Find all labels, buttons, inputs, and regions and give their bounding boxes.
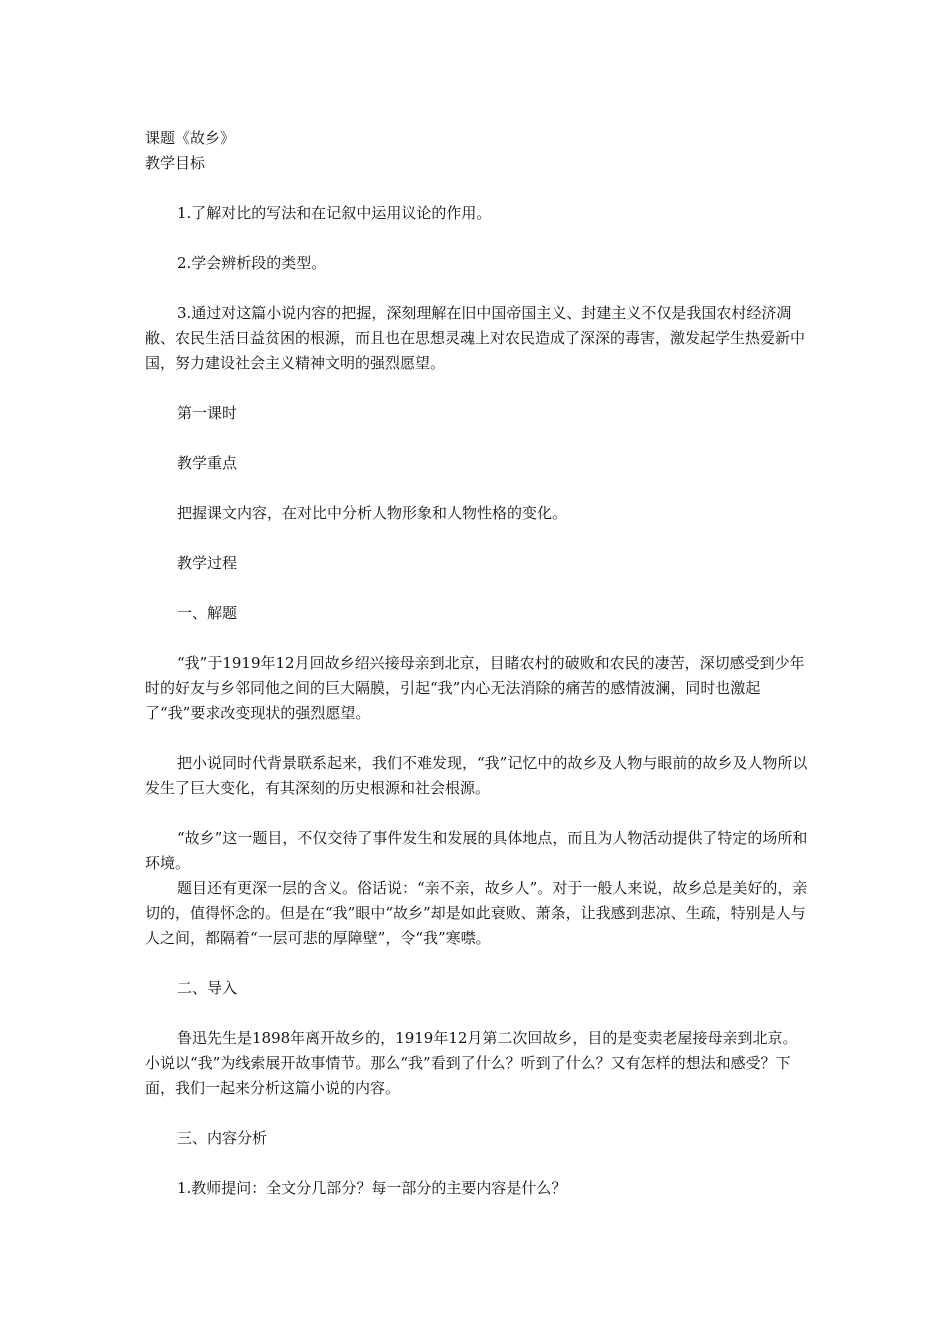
paragraph-3: “故乡”这一题目，不仅交待了事件发生和发展的具体地点，而且为人物活动提供了特定的场所和环境。 xyxy=(145,829,808,872)
section-heading-2: 二、导入 xyxy=(177,979,238,997)
lesson-title: 课题《故乡》 xyxy=(145,129,236,147)
section-heading-3: 三、内容分析 xyxy=(177,1129,268,1147)
key-points-heading: 教学重点 xyxy=(177,454,238,472)
paragraph-4: 题目还有更深一层的含义。俗话说：“亲不亲，故乡人”。对于一般人来说，故乡总是美好的，亲切的，值得怀念的。但是在“我”眼中“故乡”却是如此衰败、萧条，让我感到悲凉、生疏，特别是人与人之间，都隔着“一层可悲的厚障壁”，令“我”寒噤。 xyxy=(145,879,808,947)
section-heading-1: 一、解题 xyxy=(177,604,238,622)
objective-1: 1.了解对比的写法和在记叙中运用议论的作用。 xyxy=(177,204,492,222)
paragraph-5: 鲁迅先生是1898年离开故乡的，1919年12月第二次回故乡，目的是变卖老屋接母亲到北京。小说以“我”为线索展开故事情节。那么“我”看到了什么？听到了什么？又有怎样的想法和感受？下面，我们一起来分析这篇小说的内容。 xyxy=(145,1029,798,1097)
paragraph-2: 把小说同时代背景联系起来，我们不难发现，“我”记忆中的故乡及人物与眼前的故乡及人物所以发生了巨大变化，有其深刻的历史根源和社会根源。 xyxy=(145,754,808,797)
lesson-period: 第一课时 xyxy=(177,404,238,422)
process-heading: 教学过程 xyxy=(177,554,238,572)
objectives-heading: 教学目标 xyxy=(145,154,206,172)
objective-3: 3.通过对这篇小说内容的把握，深刻理解在旧中国帝国主义、封建主义不仅是我国农村经济凋敝、农民生活日益贫困的根源，而且也在思想灵魂上对农民造成了深深的毒害，激发起学生热爱新中国，努力建设社会主义精神文明的强烈愿望。 xyxy=(145,304,806,372)
question-1: 1.教师提问：全文分几部分？每一部分的主要内容是什么？ xyxy=(177,1179,567,1197)
key-points-text: 把握课文内容，在对比中分析人物形象和人物性格的变化。 xyxy=(177,504,568,522)
document-body xyxy=(145,126,809,1201)
objective-2: 2.学会辨析段的类型。 xyxy=(177,254,327,272)
paragraph-1: “我”于1919年12月回故乡绍兴接母亲到北京，目睹农村的破败和农民的凄苦，深切感受到少年时的好友与乡邻同他之间的巨大隔膜，引起“我”内心无法消除的痛苦的感情波澜，同时也激起了“我”要求改变现状的强烈愿望。 xyxy=(145,654,805,722)
